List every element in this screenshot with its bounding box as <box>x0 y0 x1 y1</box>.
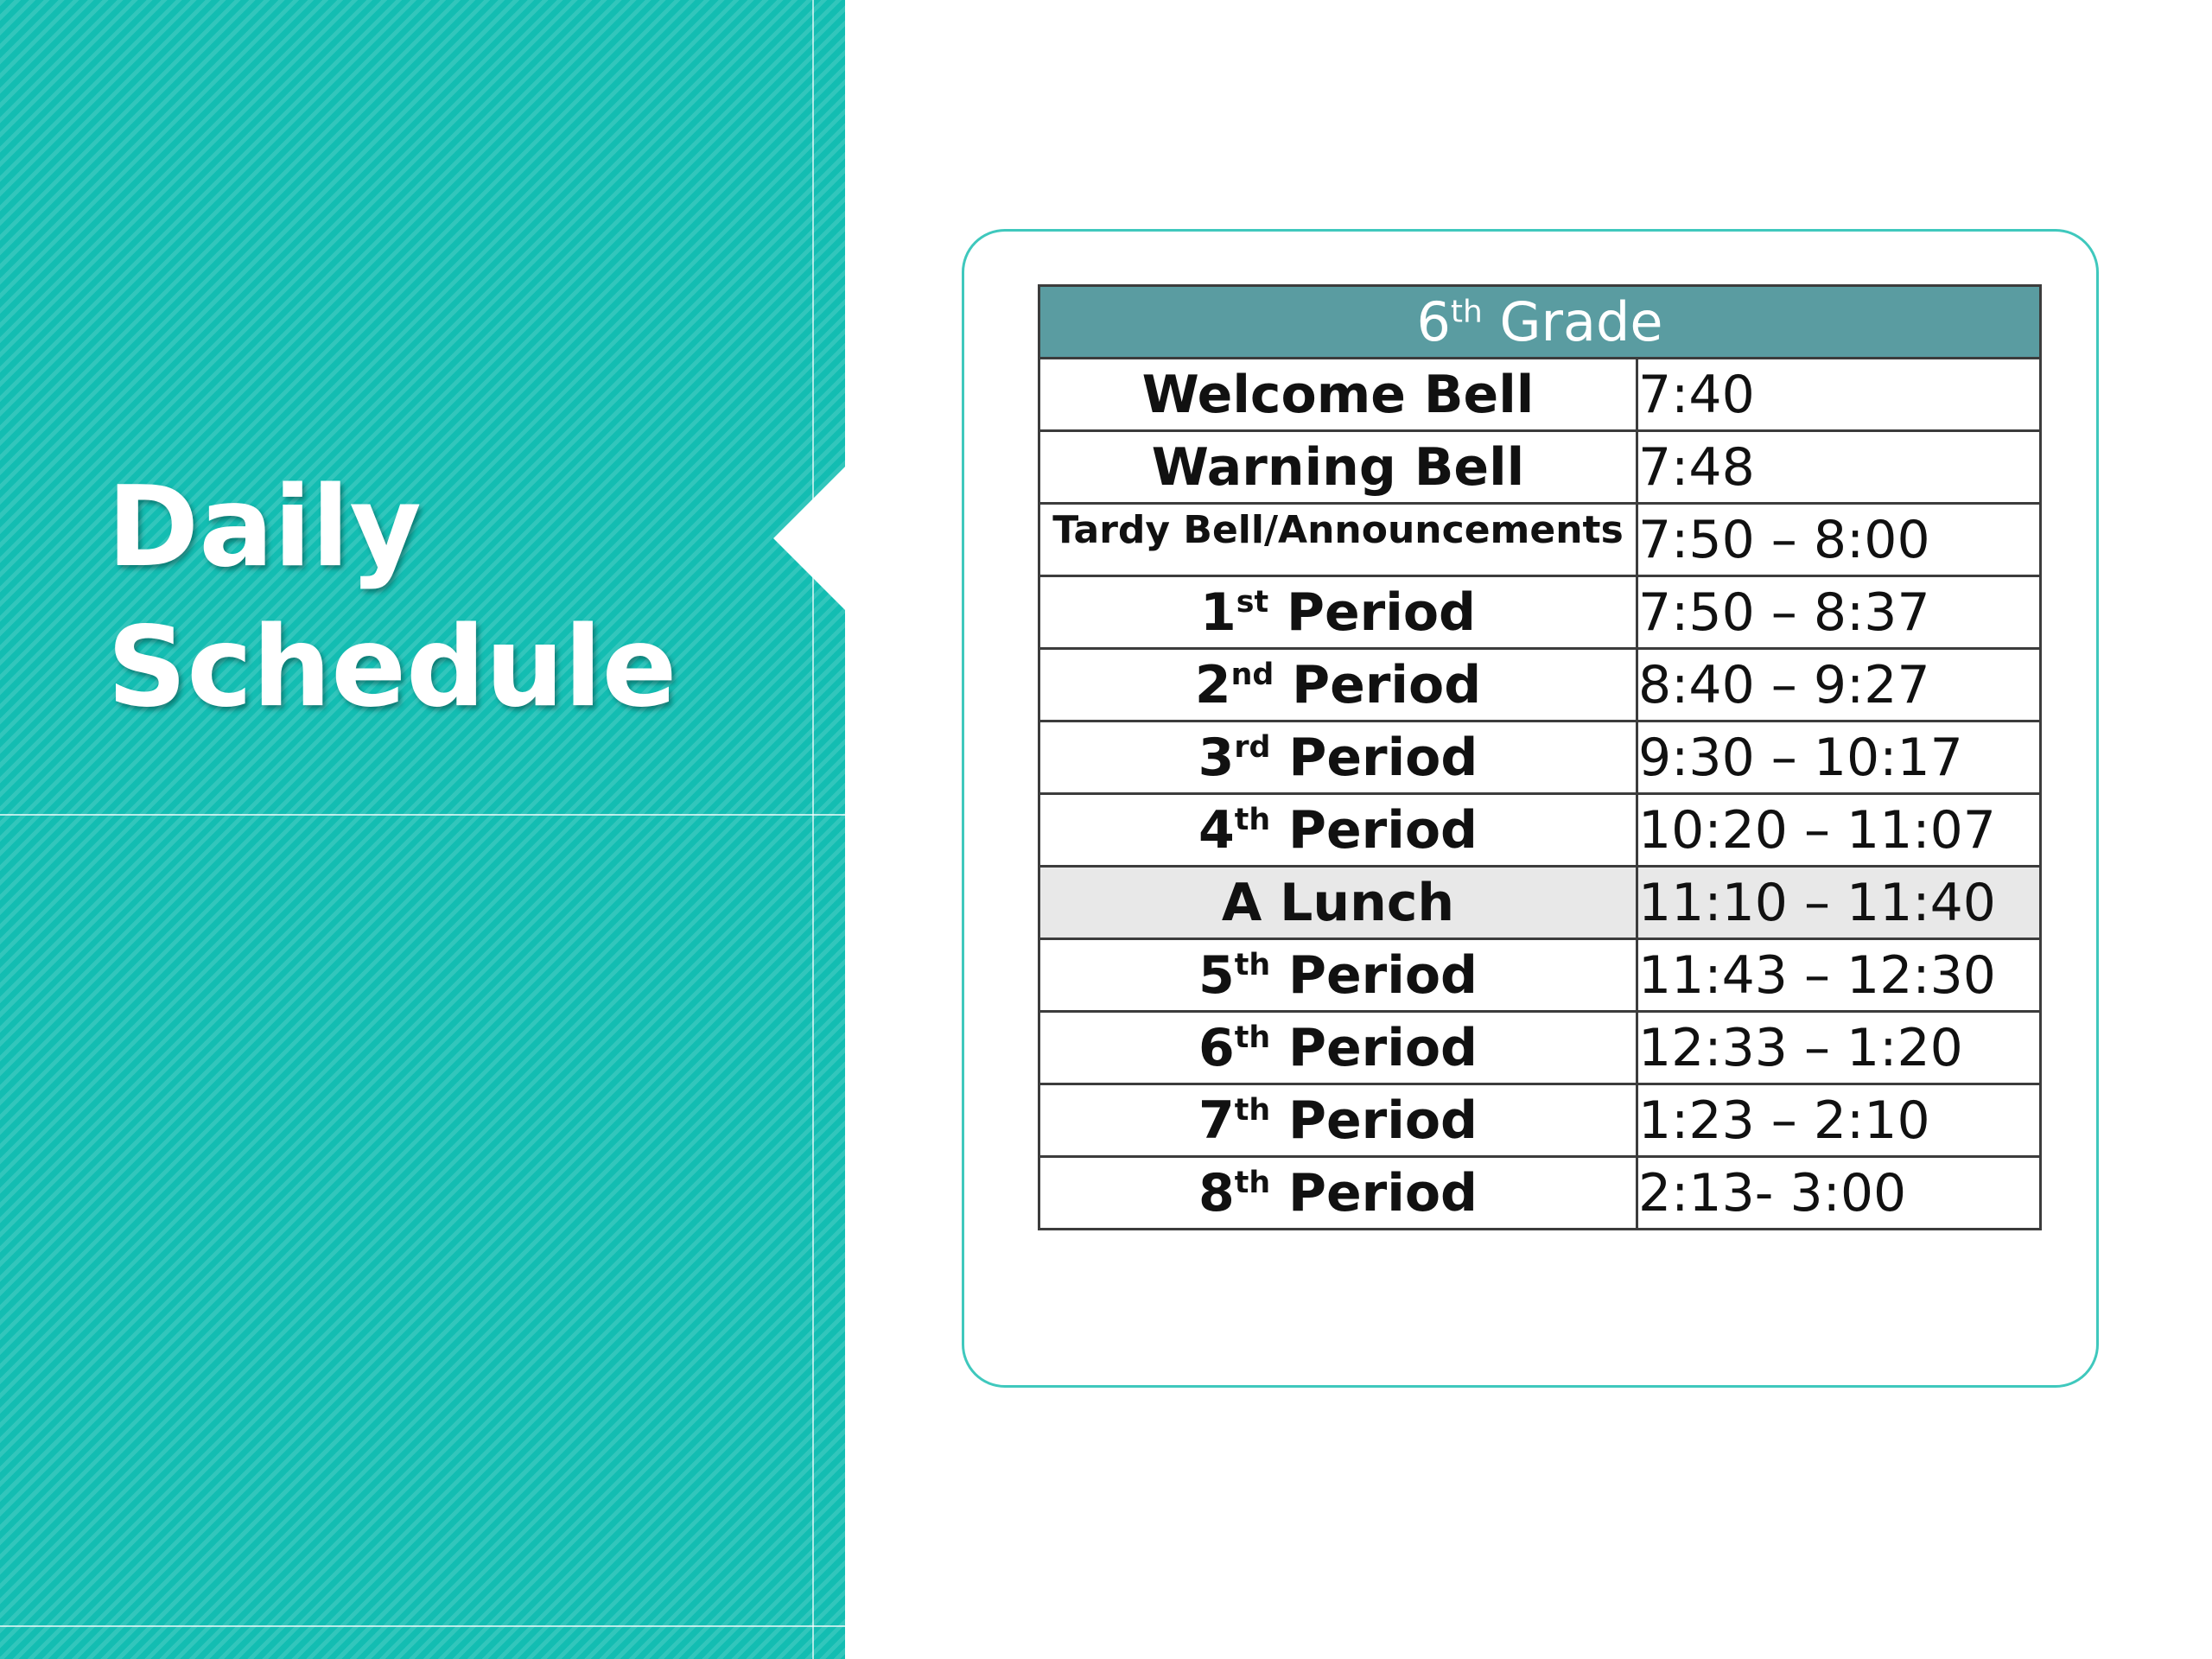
grade-suffix: th <box>1450 294 1483 330</box>
event-time: 10:20 – 11:07 <box>1637 794 2041 867</box>
table-row <box>1039 1084 2041 1157</box>
table-row <box>1039 721 2041 794</box>
event-name: Warning Bell <box>1151 436 1525 498</box>
event-name: Welcome Bell <box>1141 364 1535 425</box>
event-time: 1:23 – 2:10 <box>1637 1084 2041 1157</box>
event-label <box>1039 576 1637 649</box>
event-name: A Lunch <box>1221 872 1455 933</box>
table-header-row <box>1039 286 2041 359</box>
event-rest: Period <box>1270 1017 1478 1078</box>
event-time: 12:33 – 1:20 <box>1637 1012 2041 1084</box>
event-time: 7:40 <box>1637 359 2041 431</box>
table-row <box>1039 649 2041 721</box>
event-rest: Period <box>1270 1090 1478 1151</box>
table-row <box>1039 794 2041 867</box>
event-suffix: nd <box>1230 657 1274 692</box>
event-time: 7:50 – 8:37 <box>1637 576 2041 649</box>
event-time: 2:13- 3:00 <box>1637 1157 2041 1230</box>
table-row <box>1039 576 2041 649</box>
event-time: 11:10 – 11:40 <box>1637 867 2041 939</box>
event-name: 4 <box>1198 799 1235 861</box>
event-label <box>1039 649 1637 721</box>
event-name: 5 <box>1198 944 1235 1006</box>
event-label <box>1039 504 1637 576</box>
event-name: 2 <box>1194 654 1231 715</box>
event-suffix: th <box>1234 947 1271 982</box>
event-rest: Period <box>1270 944 1478 1006</box>
event-rest: Period <box>1274 654 1482 715</box>
table-row <box>1039 939 2041 1012</box>
table-row <box>1039 1012 2041 1084</box>
event-rest: Period <box>1270 1162 1478 1224</box>
event-time: 7:50 – 8:00 <box>1637 504 2041 576</box>
event-suffix: rd <box>1234 729 1271 765</box>
event-rest: Period <box>1270 727 1478 788</box>
slide-title <box>107 458 677 738</box>
event-suffix: th <box>1234 802 1271 837</box>
event-time: 9:30 – 10:17 <box>1637 721 2041 794</box>
event-label <box>1039 721 1637 794</box>
table-row-lunch <box>1039 867 2041 939</box>
event-label <box>1039 939 1637 1012</box>
event-name: 6 <box>1198 1017 1235 1078</box>
schedule-table <box>1038 284 2042 1230</box>
horizontal-guide-line-bottom <box>0 1625 845 1627</box>
event-rest: Period <box>1270 799 1478 861</box>
event-suffix: st <box>1236 584 1269 620</box>
event-label <box>1039 1012 1637 1084</box>
event-suffix: th <box>1234 1165 1271 1200</box>
grade-header <box>1039 286 2041 359</box>
event-time: 11:43 – 12:30 <box>1637 939 2041 1012</box>
event-name: 7 <box>1198 1090 1235 1151</box>
event-label <box>1039 1157 1637 1230</box>
event-time: 8:40 – 9:27 <box>1637 649 2041 721</box>
table-row <box>1039 504 2041 576</box>
side-panel <box>0 0 845 1659</box>
grade-label: Grade <box>1482 290 1663 353</box>
event-suffix: th <box>1234 1092 1271 1128</box>
panel-notch <box>773 462 849 614</box>
event-name: Tardy Bell/Announcements <box>1052 508 1624 552</box>
event-label <box>1039 359 1637 431</box>
event-label <box>1039 867 1637 939</box>
table-row <box>1039 431 2041 504</box>
event-label <box>1039 431 1637 504</box>
title-line-2: Schedule <box>107 603 677 732</box>
event-label <box>1039 1084 1637 1157</box>
grade-number: 6 <box>1416 290 1451 353</box>
event-time: 7:48 <box>1637 431 2041 504</box>
event-label <box>1039 794 1637 867</box>
event-suffix: th <box>1234 1020 1271 1055</box>
horizontal-guide-line <box>0 814 845 816</box>
event-rest: Period <box>1268 582 1476 643</box>
title-line-1: Daily <box>107 463 422 592</box>
event-name: 3 <box>1198 727 1235 788</box>
vertical-guide-line <box>812 0 814 1659</box>
table-row <box>1039 359 2041 431</box>
event-name: 8 <box>1198 1162 1235 1224</box>
event-name: 1 <box>1200 582 1236 643</box>
table-row <box>1039 1157 2041 1230</box>
